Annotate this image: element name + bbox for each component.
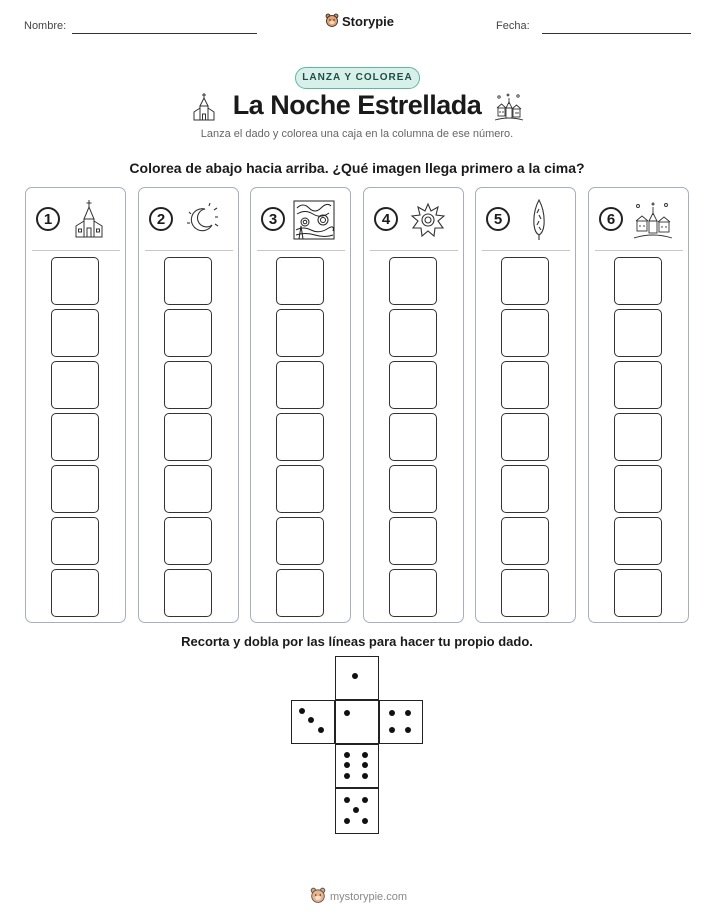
instruction-prompt: Colorea de abajo hacia arriba. ¿Qué imagen llega primero a la cima? — [129, 160, 585, 176]
die-face-left — [291, 700, 335, 744]
church-icon — [74, 199, 104, 244]
die-pip — [344, 773, 350, 779]
color-box[interactable] — [164, 517, 212, 565]
color-box[interactable] — [276, 413, 324, 461]
column-divider — [32, 250, 120, 251]
die-pip — [344, 752, 350, 758]
column-2 — [138, 187, 239, 623]
die-pip — [405, 727, 411, 733]
die-pip — [353, 807, 359, 813]
die-pip — [389, 727, 395, 733]
die-pip — [318, 727, 324, 733]
color-box[interactable] — [389, 361, 437, 409]
name-label: Nombre: — [24, 20, 67, 32]
column-divider — [257, 250, 345, 251]
date-line[interactable] — [542, 33, 691, 34]
starry-night-swirl-icon — [293, 200, 335, 245]
footer — [310, 887, 407, 906]
die-face-center — [335, 700, 379, 744]
color-box[interactable] — [614, 569, 662, 617]
color-box[interactable] — [501, 309, 549, 357]
color-box[interactable] — [276, 569, 324, 617]
column-number: 4 — [374, 207, 398, 231]
subtitle: Lanza el dado y colorea una caja en la columna de ese número. — [200, 128, 514, 140]
color-box[interactable] — [51, 361, 99, 409]
die-face-bottom — [335, 788, 379, 834]
die-face-below-center — [335, 744, 379, 788]
column-number: 6 — [599, 207, 623, 231]
date-label: Fecha: — [496, 20, 530, 32]
column-6 — [588, 187, 689, 623]
footer-url[interactable]: mystorypie.com — [330, 890, 408, 903]
color-box[interactable] — [164, 413, 212, 461]
color-box[interactable] — [164, 309, 212, 357]
color-box[interactable] — [501, 517, 549, 565]
color-box[interactable] — [501, 413, 549, 461]
cypress-tree-icon — [530, 199, 548, 246]
color-box[interactable] — [389, 569, 437, 617]
color-box[interactable] — [389, 309, 437, 357]
color-box[interactable] — [389, 465, 437, 513]
color-box[interactable] — [389, 517, 437, 565]
column-divider — [482, 250, 570, 251]
color-box[interactable] — [389, 257, 437, 305]
color-box[interactable] — [276, 361, 324, 409]
column-divider — [370, 250, 458, 251]
crescent-moon-icon — [185, 203, 219, 242]
color-box[interactable] — [501, 361, 549, 409]
color-box[interactable] — [614, 257, 662, 305]
die-pip — [344, 797, 350, 803]
color-box[interactable] — [501, 465, 549, 513]
die-face-top — [335, 656, 379, 700]
color-box[interactable] — [276, 309, 324, 357]
color-box[interactable] — [51, 465, 99, 513]
color-box[interactable] — [276, 465, 324, 513]
die-pip — [389, 710, 395, 716]
die-pip — [405, 710, 411, 716]
column-divider — [595, 250, 683, 251]
die-pip — [344, 762, 350, 768]
color-box[interactable] — [501, 569, 549, 617]
color-box[interactable] — [614, 413, 662, 461]
name-line[interactable] — [72, 33, 257, 34]
color-box[interactable] — [164, 257, 212, 305]
dice-instruction: Recorta y dobla por las líneas para hacer tu propio dado. — [181, 634, 533, 649]
die-pip — [362, 818, 368, 824]
color-box[interactable] — [51, 517, 99, 565]
die-face-right — [379, 700, 423, 744]
column-3 — [250, 187, 351, 623]
die-pip — [362, 752, 368, 758]
die-pip — [299, 708, 305, 714]
column-divider — [145, 250, 233, 251]
village-icon — [494, 92, 524, 127]
die-pip — [362, 773, 368, 779]
color-box[interactable] — [164, 465, 212, 513]
die-pip — [344, 710, 350, 716]
brand-name: Storypie — [342, 14, 395, 29]
color-box[interactable] — [501, 257, 549, 305]
column-5 — [475, 187, 576, 623]
die-pip — [344, 818, 350, 824]
column-4 — [363, 187, 464, 623]
die-pip — [308, 717, 314, 723]
village-icon — [633, 200, 673, 245]
color-box[interactable] — [614, 465, 662, 513]
color-box[interactable] — [614, 309, 662, 357]
color-box[interactable] — [164, 361, 212, 409]
color-box[interactable] — [51, 257, 99, 305]
star-burst-icon — [410, 202, 446, 243]
page-title: La Noche Estrellada — [232, 90, 482, 120]
color-box[interactable] — [614, 517, 662, 565]
column-number: 1 — [36, 207, 60, 231]
die-pip — [352, 673, 358, 679]
die-pip — [362, 762, 368, 768]
activity-badge: LANZA Y COLOREA — [295, 67, 420, 89]
color-box[interactable] — [164, 569, 212, 617]
color-box[interactable] — [276, 517, 324, 565]
bear-head-icon — [310, 887, 326, 906]
column-number: 3 — [261, 207, 285, 231]
church-icon — [192, 92, 216, 127]
color-box[interactable] — [51, 569, 99, 617]
color-box[interactable] — [276, 257, 324, 305]
color-box[interactable] — [614, 361, 662, 409]
column-number: 2 — [149, 207, 173, 231]
column-number: 5 — [486, 207, 510, 231]
column-1 — [25, 187, 126, 623]
color-box[interactable] — [389, 413, 437, 461]
bear-head-icon — [325, 13, 339, 30]
color-box[interactable] — [51, 413, 99, 461]
die-pip — [362, 797, 368, 803]
brand-logo — [325, 13, 394, 30]
color-box[interactable] — [51, 309, 99, 357]
